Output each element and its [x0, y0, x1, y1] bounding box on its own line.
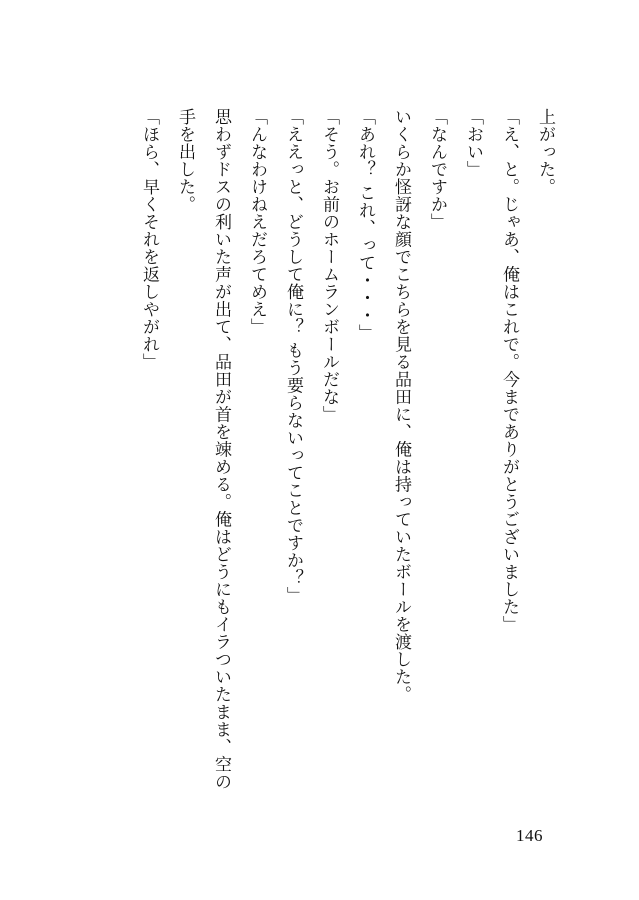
text-line: 「おい」 [463, 108, 483, 178]
text-line: 手を出した。 [175, 108, 195, 213]
text-line: 「そう。お前のホームランボールだな」 [319, 108, 339, 423]
text-line: 「え、と。じゃあ、俺はこれで。今までありがとうございました」 [499, 108, 519, 633]
text-line: 「ええっと、どうして俺に？ もう要らないってことですか？」 [283, 108, 303, 604]
text-line: 上がった。 [535, 108, 555, 196]
text-line: 「あれ？ これ、って・・・」 [355, 108, 375, 342]
text-line: 「んなわけねえだろてめえ」 [247, 108, 267, 336]
text-line: 思わずドスの利いた声が出て、品田が首を竦める。俺はどうにもイラついたまま、空の [211, 108, 231, 791]
text-line: 「ほら、早くそれを返しやがれ」 [139, 108, 159, 371]
text-line: 「なんですか」 [427, 108, 447, 231]
page-number: 146 [516, 826, 543, 845]
text-line: いくらか怪訝な顔でこちらを見る品田に、俺は持っていたボールを渡した。 [391, 108, 411, 703]
vertical-text-body [96, 108, 563, 808]
